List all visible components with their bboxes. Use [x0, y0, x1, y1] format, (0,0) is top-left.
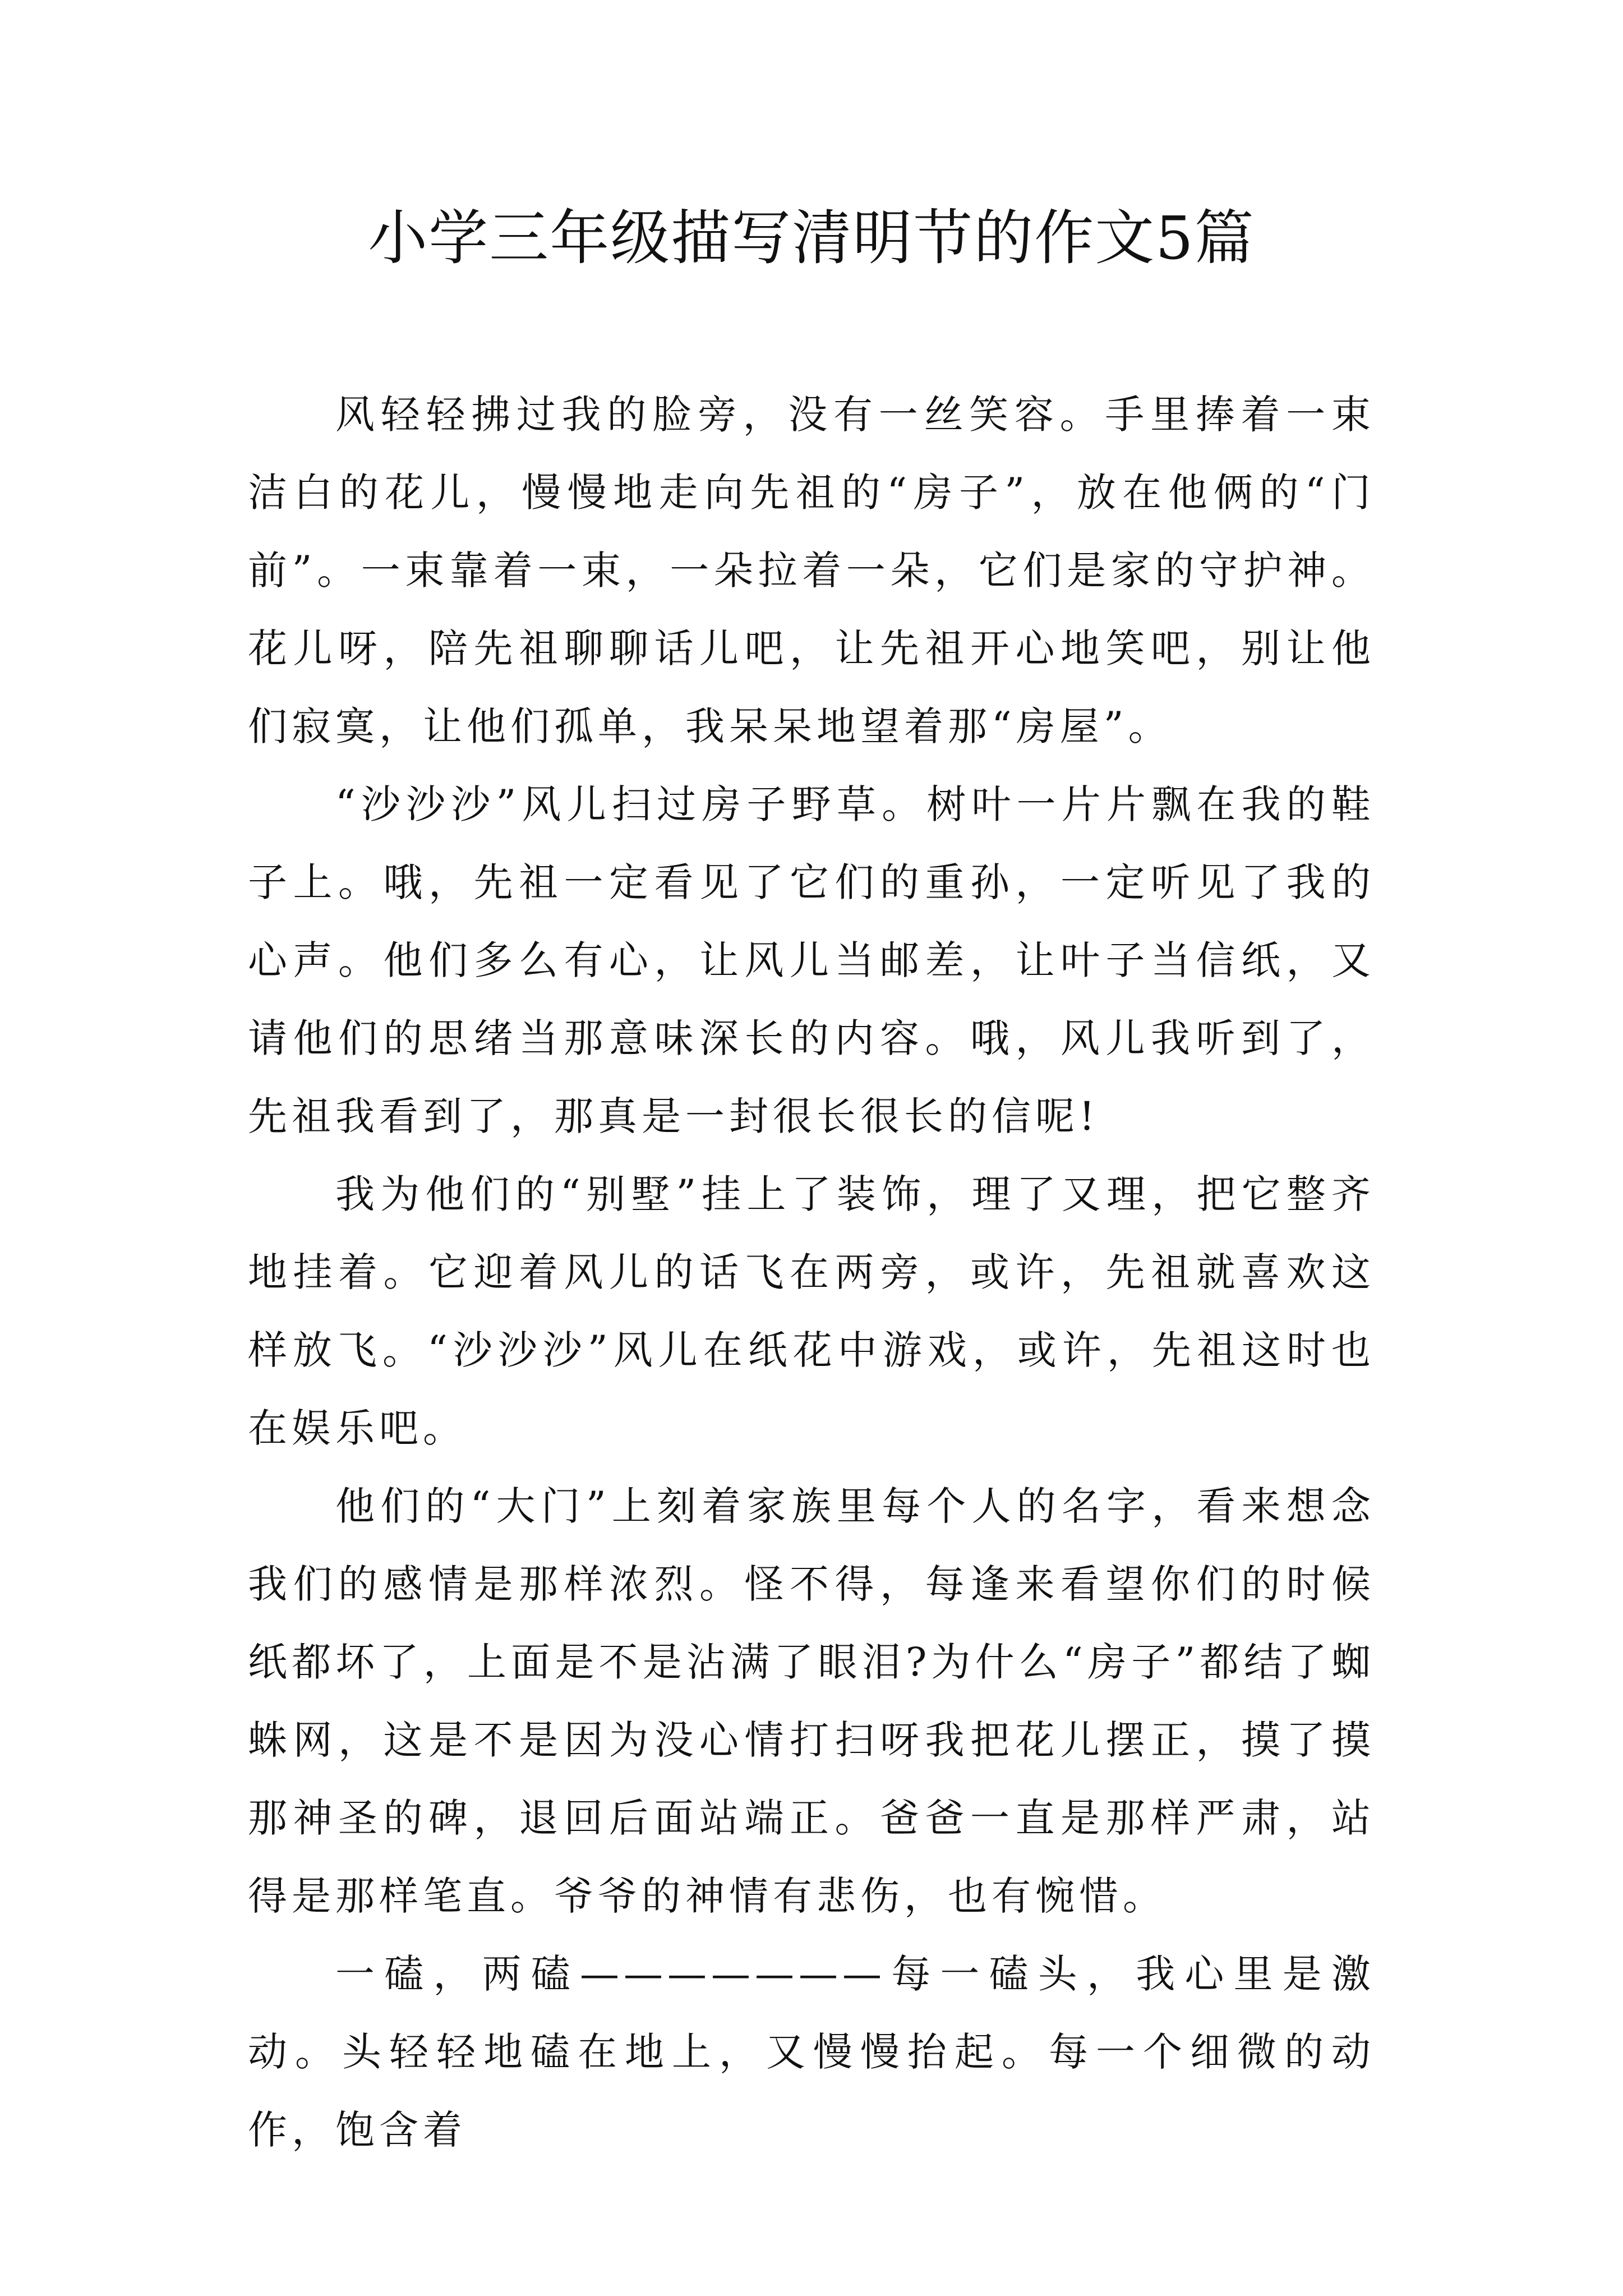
document-title: 小学三年级描写清明节的作文5篇: [368, 204, 1255, 273]
paragraph: 一磕，两磕———————每一磕头，我心里是激动。头轻轻地磕在地上，又慢慢抬起。每一个细微的动作，饱含着: [248, 1951, 1375, 2153]
paragraph: 我为他们的“别墅”挂上了装饰，理了又理，把它整齐地挂着。它迎着风儿的话飞在两旁，或许，先祖就喜欢这样放飞。“沙沙沙”风儿在纸花中游戏，或许，先祖这时也在娱乐吧。: [248, 1171, 1375, 1451]
document-body: [248, 376, 1375, 2169]
paragraph: “沙沙沙”风儿扫过房子野草。树叶一片片飘在我的鞋子上。哦，先祖一定看见了它们的重孙，一定听见了我的心声。他们多么有心，让风儿当邮差，让叶子当信纸，又请他们的思绪当那意味深长的内容。哦，风儿我听到了，先祖我看到了，那真是一封很长很长的信呢!: [248, 781, 1375, 1139]
paragraph: 风轻轻拂过我的脸旁，没有一丝笑容。手里捧着一束洁白的花儿，慢慢地走向先祖的“房子”，放在他俩的“门前”。一束靠着一束，一朵拉着一朵，它们是家的守护神。花儿呀，陪先祖聊聊话儿吧，让先祖开心地笑吧，别让他们寂寞，让他们孤单，我呆呆地望着那“房屋”。: [248, 392, 1375, 749]
paragraph: 他们的“大门”上刻着家族里每个人的名字，看来想念我们的感情是那样浓烈。怪不得，每逢来看望你们的时候纸都坏了，上面是不是沾满了眼泪?为什么“房子”都结了蜘蛛网，这是不是因为没心情打扫呀我把花儿摆正，摸了摸那神圣的碑，退回后面站端正。爸爸一直是那样严肃，站得是那样笔直。爷爷的神情有悲伤，也有惋惜。: [248, 1483, 1375, 1919]
